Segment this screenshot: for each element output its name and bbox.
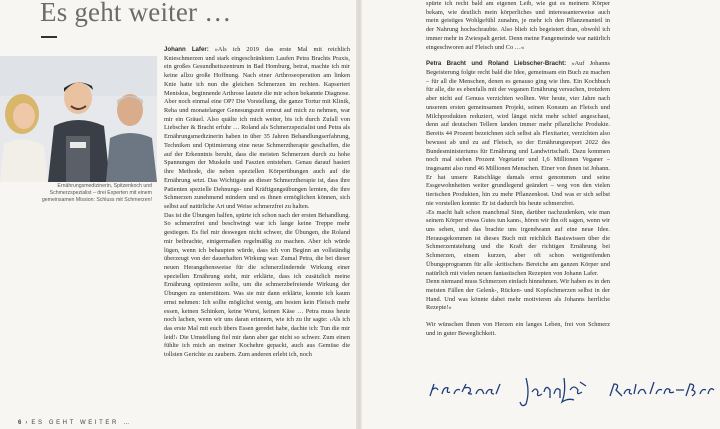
paragraph: Denn niemand muss Schmerzen einfach hinnehmen. Wir haben es in den meisten Fällen der Gelenk-, Rücken- und Kopfschmerzen selbst in der Hand. Und was könnte dabei mehr motivieren als Johanns herrliche Rezepte!«	[426, 278, 610, 312]
page-number: 6	[18, 420, 22, 426]
left-text-column	[164, 46, 350, 360]
paragraph	[426, 60, 610, 208]
book-gutter	[356, 0, 362, 429]
running-title: ES GEHT WEITER …	[31, 420, 132, 426]
paragraph: ›Es macht halt schon manchmal Sinn, darüber nachzudenken, wie man seinem Körper etwas Gutes tun kann‹, hören wir ihn oft sagen, wenn wir uns sehen, und das brachte uns irgendwann auf eine neue Idee. Herausgekommen ist dieses Buch mit reichlich Basiswissen über die Schmerzentstehung und die Kraft der richtigen Ernährung bei Schmerzen, einem kurzen, aber oft schon weitgreifenden Übungsprogramm für alle ›kritischen‹ Bereiche am ganzen Körper und natürlich mit vielen neuen fantastischen Rezepten von Johann Lafer.	[426, 208, 610, 277]
signature-roland-liebscher-bracht	[606, 378, 718, 402]
paragraph-text: »Auf Johanns Begeisterung folgte recht bald die Idee, gemeinsam ein Buch zu machen – für all die Menschen, denen es genauso ging wie ihm. Ein Kochbuch für alle, die es ebenfalls mit der veganen Ernährung versuchen, trotzdem aber nicht auf Genuss verzichten wollten. Wer heute, vier Jahre nach unserem ersten gemeinsamen Projekt, seinen Konsum an Fleisch und Milchprodukten reduziert, wird längst nicht mehr schief angeschaut, denn auf deutschen Tellern landen immer mehr pflanzliche Produkte. Bereits 44 Prozent bezeichnen sich selbst als Flexitarier, verzichten also bewusst ab und zu auf Fleisch, so der Ernährungsreport 2022 des Bundesministeriums für Ernährung und Landwirtschaft. Dazu kommen noch mal sieben Prozent Vegetarier und 1,6 Millionen Veganer – insgesamt also rund 46 Millionen Menschen. Einer von ihnen ist Johann. Er hat unsere Ratschläge damals ernst genommen und seine Essgewohnheiten weiter grundlegend geändert – weg von den vielen tierischen Produkten, hin zu mehr Pflanzenkost. Und was er sich selbst nie vorstellen konnte: Er ist dadurch bis heute schmerzfrei.	[426, 60, 610, 207]
photo-three-experts	[0, 56, 157, 182]
photo-caption	[38, 183, 152, 204]
paragraph	[164, 46, 350, 212]
signature-johann-lafer	[516, 372, 590, 412]
speaker-name: Johann Lafer:	[164, 46, 209, 53]
paragraph: Das ist die Übungen halfen, spürte ich schon nach der ersten Behandlung. So schmerzfrei und beschwingt war ich lange keine Treppe mehr gestiegen. Es fiel mir deswegen nicht schwer, die Übungen, die Roland mir beibrachte, einigermaßen regelmäßig zu machen. Aber ich würde lügen, wenn ich behaupten würde, dass ich von Beginn an vollständig überzeugt von der dauerhaften Wirkung war. Zumal Petra, die bei dieser neuen Herangehensweise für die schmerzlindernde Wirkung einer speziellen Ernährung steht, mir erklärte, dass ich zusätzlich meine Ernährung optimieren sollte, um die schmerzbefreiende Wirkung der Übungen zu unterstützen. Was sie mir dann erklärte, konnte ich kaum ernst nehmen: Ich sollte möglichst wenig, am besten kein Fleisch mehr essen, keinen Schinken, keine Wurst, keinen Käse … Petra muss heute noch lachen, wenn wir uns daran erinnern, wie ich zu ihr sagte: ›Als ich das erste Mal mit euch übers Essen geredet habe, dachte ich: Tun die mir leid!‹ Die Umstellung fiel mir dann aber gar nicht so schwer. Zum einen fühlte ich mich an meiner Kochehre gepackt, auch aus Gemüse die tollsten Gerichte zu zaubern. Zum anderen erlebt ich, noch	[164, 211, 350, 359]
page-footer	[18, 420, 132, 426]
speaker-name: Petra Bracht und Roland Liebscher-Bracht:	[426, 60, 567, 68]
caption-line: Ernährungsmedizinerin, Spitzenkoch und	[57, 183, 152, 189]
title-rule	[41, 36, 57, 38]
paragraph-text: »Als ich 2019 das erste Mal mit reichlich Knieschmerzen und stark eingeschränktem Laufen Petra Brachts Praxis, ein großes Gesundheitszentrum in Bad Homburg, betrat, machte ich mir keine allzu große Hoffnung. Nach einer Arthroseoperation am linken Knie hatte ich nun die gleichen Schmerzen im rechten. Kapseriert Meniskus, beginnende Arthrose lautete die mir schon bekannte Diagnose. Aber noch einmal eine OP? Die Vorstellung, die ganze Tortur mit Klinik, Reha und monatelanger Genesungszeit erneut auf mich zu nehmen, war mir ein Gräuel. Also quälte ich mich weiter, bis ich durch Zufall von Liebscher & Bracht erfuhr … Roland als Schmerzspezialist und Petra als Ernährungsmedizinerin haben in über 35 Jahren Behandlungserfahrung, Techniken und Optimierung eine neue Schmerztherapie geschaffen, die auf der Erkenntnis beruht, dass die meisten Schmerzen durch zu hohe Spannungen der Muskeln und Faszien entstehen. Genau darauf basiert ihre Methode, die neben speziellen Körperübungen auch auf die Ernährung setzt. Das Wichtigste an dieser Schmerztherapie ist, dass ihre Patienten spezielle Dehnungs- und Kräftigungsübungen lernten, die ihre Schmerzen zunehmend mindern und es ihnen ermöglichen können, sich selbst auf natürliche Art und Weise schmerzfrei zu halten.	[164, 46, 350, 210]
paragraph: Wir wünschen Ihnen von Herzen ein langes Leben, frei von Schmerz und in guter Beweglichkeit.	[426, 321, 610, 337]
signatures	[420, 372, 720, 412]
paragraph: spürte ich recht bald am eigenen Leib, wie gut es meinem Körper bekam, wie deutlich mein körperliches und interessanterweise auch mein geistiges Wohlgefühl zunahm, je mehr ich den Pflanzenanteil in der Nahrung hochschraubte. Also blieb ich begeistert dran, obwohl ich immer mehr in Zwiespalt geriet. Denn meine Fangemeinde war natürlich eingeschworen auf Fleisch und Co …«	[426, 0, 610, 51]
page-title: Es geht weiter …	[40, 0, 232, 27]
photo-illustration	[0, 56, 157, 182]
signature-petra-bracht	[426, 378, 506, 402]
caption-line: gemeinsamen Mission: Schluss mit Schmerzen!	[41, 197, 152, 203]
caption-line: Schmerzspezialist – drei Experten mit einem	[49, 190, 152, 196]
right-text-column	[426, 0, 610, 339]
footer-separator-icon: ›	[25, 420, 28, 426]
